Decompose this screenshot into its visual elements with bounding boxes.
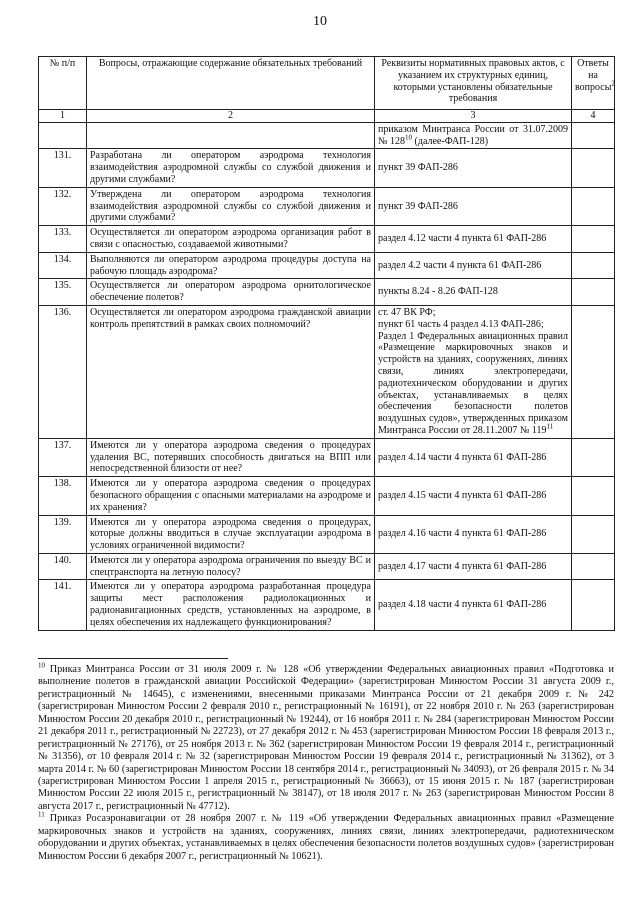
row-number: 138. [39,477,87,515]
continuation-tail: (далее-ФАП-128) [412,135,489,147]
column-index: 1 [39,110,87,123]
question-text: Имеются ли у оператора аэродрома разработанная процедура защиты мест расположения радиолокационных и радионавигационных средств, установленных на аэродроме, в целях обеспечения их надлежащего функционирования? [87,580,375,630]
table-header-row [39,57,615,110]
footnote-mark: 11 [546,422,554,431]
footnote-text: Приказ Росаэронавигации от 28 ноября 2007 г. № 119 «Об утверждении Федеральных авиационных правил «Размещение маркировочных знаков и устройств на зданиях, сооружениях, линиях связи, линиях электропередачи, радиотехническом оборудовании и других объектах, устанавливаемых в целях обеспечения безопасности полетов воздушных судов» (зарегистрирован Минюстом России 6 декабря 2007 г., регистрационный № 10621). [38,813,614,862]
table-row [39,252,615,279]
reference-text: пункт 61 часть 4 раздел 4.13 ФАП-286; [378,318,544,330]
footnote-text: Приказ Минтранса России от 31 июля 2009 г. № 128 «Об утверждении Федеральных авиационных правил «Подготовка и выполнение полетов в гражданской авиации Российской Федерации» (зарегистрирован Минюстом России 31 августа 2009 г., регистрационный № 14645), с изменениями, внесенными приказами Минтранса России от 21 декабря 2009 г. № 242 (зарегистрирован Минюстом России 2 февраля 2010 г., регистрационный № 16191), от 22 ноября 2010 г. № 263 (зарегистрирован Минюстом России 20 декабря 2010 г., регистрационный № 19244), от 16 ноября 2011 г. № 284 (зарегистрирован Минюстом России 21 декабря 2011 г., регистрационный № 22723), от 27 декабря 2012 г. № 453 (зарегистрирован Минюстом России 18 февраля 2013 г., регистрационный № 27176), от 25 ноября 2013 г. № 362 (зарегистрирован Минюстом России 19 февраля 2014 г., регистрационный № 31356), от 10 февраля 2014 г. № 32 (зарегистрирован Минюстом России 19 февраля 2014 г., регистрационный № 31362), от 3 марта 2014 г. № 60 (зарегистрирован Минюстом России 18 сентября 2014 г., регистрационный № 34093), от 26 февраля 2015 г. № 34 (зарегистрирован Минюстом России 1 апреля 2015 г., регистрационный № 36663), от 15 июня 2015 г. № 187 (зарегистрирован Минюстом России 22 июля 2015 г., регистрационный № 38147), от 18 июля 2017 г. № 263 (зарегистрирован Минюстом России 8 августа 2017 г., регистрационный № 47712). [38,664,614,812]
question-text: Имеются ли у оператора аэродрома сведения о процедурах безопасного обращения с опасными материалами на аэродроме и их хранения? [87,477,375,515]
reference-cell: раздел 4.2 части 4 пункта 61 ФАП-286 [375,252,572,279]
header-answers-footnote-mark: 2 [611,79,615,88]
reference-cell: пункт 39 ФАП-286 [375,149,572,187]
row-number: 131. [39,149,87,187]
footnote-mark: 11 [38,810,45,819]
reference-cell: раздел 4.18 части 4 пункта 61 ФАП-286 [375,580,572,630]
table-row [39,580,615,630]
answer-cell[interactable] [572,226,615,253]
answer-cell[interactable] [572,187,615,225]
question-text: Имеются ли у оператора аэродрома сведения о процедурах, которые должны вводиться в случае эксплуатации аэродрома в условиях ограниченной видимости? [87,515,375,553]
reference-cell: раздел 4.17 части 4 пункта 61 ФАП-286 [375,553,572,580]
table-cell [87,122,375,149]
table-row [39,305,615,438]
row-number: 141. [39,580,87,630]
header-questions: Вопросы, отражающие содержание обязательных требований [87,57,375,110]
row-number: 136. [39,305,87,438]
question-text: Осуществляется ли оператором аэродрома орнитологическое обеспечение полетов? [87,279,375,306]
table-row [39,226,615,253]
row-number: 139. [39,515,87,553]
reference-cell: раздел 4.15 части 4 пункта 61 ФАП-286 [375,477,572,515]
page-number: 10 [313,14,327,29]
answer-cell[interactable] [572,149,615,187]
reference-line [378,319,568,331]
reference-cell [375,305,572,438]
question-text: Утверждена ли оператором аэродрома технология взаимодействия аэродромной службы со службой движения и другими службами? [87,187,375,225]
header-answers [572,57,615,110]
row-number: 132. [39,187,87,225]
row-number: 133. [39,226,87,253]
table-row [39,515,615,553]
continuation-reference [375,122,572,149]
question-text: Осуществляется ли оператором аэродрома гражданской авиации контроль препятствий в рамках своих полномочий? [87,305,375,438]
table-row [39,438,615,476]
header-answers-label: Ответы на вопросы [575,58,612,93]
header-number: № п/п [39,57,87,110]
row-number: 134. [39,252,87,279]
reference-cell: пункт 39 ФАП-286 [375,187,572,225]
reference-text: Раздел 1 Федеральных авиационных правил «Размещение маркировочных знаков и устройств на зданиях, сооружениях, линиях связи, линиях электропередачи, радиотехническом оборудовании и других объектах, устанавливаемых в целях обеспечения безопасности полетов воздушных судов», утвержденных приказом Минтранса России от 28.11.2007 № 119 [378,330,568,436]
header-references: Реквизиты нормативных правовых актов, с указанием их структурных единиц, которыми установлены обязательные требования [375,57,572,110]
column-index-row [39,110,615,123]
answer-cell[interactable] [572,252,615,279]
row-number: 135. [39,279,87,306]
footnote-mark: 10 [405,133,413,142]
question-text: Осуществляется ли оператором аэродрома организация работ в связи с опасностью, создаваемой животными? [87,226,375,253]
row-number: 140. [39,553,87,580]
table-row [39,553,615,580]
row-number: 137. [39,438,87,476]
reference-text: ст. 47 ВК РФ; [378,306,436,318]
answer-cell[interactable] [572,438,615,476]
table-row [39,187,615,225]
answer-cell[interactable] [572,580,615,630]
footnote-separator [38,658,228,659]
column-index: 3 [375,110,572,123]
reference-cell: раздел 4.12 части 4 пункта 61 ФАП-286 [375,226,572,253]
question-text: Имеются ли у оператора аэродрома сведения о процедурах удаления ВС, потерявших способность двигаться на ВПП или непосредственной близости от нее? [87,438,375,476]
requirements-table [38,56,615,631]
question-text: Выполняются ли оператором аэродрома процедуры доступа на рабочую площадь аэродрома? [87,252,375,279]
reference-cell: раздел 4.16 части 4 пункта 61 ФАП-286 [375,515,572,553]
answer-cell[interactable] [572,553,615,580]
column-index: 4 [572,110,615,123]
continuation-text: приказом Минтранса России от 31.07.2009 № 128 [378,123,568,147]
footnote-11 [38,810,614,863]
answer-cell[interactable] [572,305,615,438]
question-text: Разработана ли оператором аэродрома технология взаимодействия аэродромной службы со службой движения и другими службами? [87,149,375,187]
reference-cell: пункты 8.24 - 8.26 ФАП-128 [375,279,572,306]
table-row [39,279,615,306]
table-row [39,477,615,515]
answer-cell[interactable] [572,477,615,515]
column-index: 2 [87,110,375,123]
footnote-10 [38,661,614,813]
reference-line [378,331,568,437]
answer-cell[interactable] [572,279,615,306]
answer-cell[interactable] [572,515,615,553]
table-row [39,149,615,187]
footnotes [38,661,614,863]
footnote-mark: 10 [38,661,45,670]
continuation-row [39,122,615,149]
reference-line [378,307,568,319]
question-text: Имеются ли у оператора аэродрома ограничения по выезду ВС и спецтранспорта на летную полосу? [87,553,375,580]
reference-cell: раздел 4.14 части 4 пункта 61 ФАП-286 [375,438,572,476]
answer-cell [572,122,615,149]
table-cell [39,122,87,149]
